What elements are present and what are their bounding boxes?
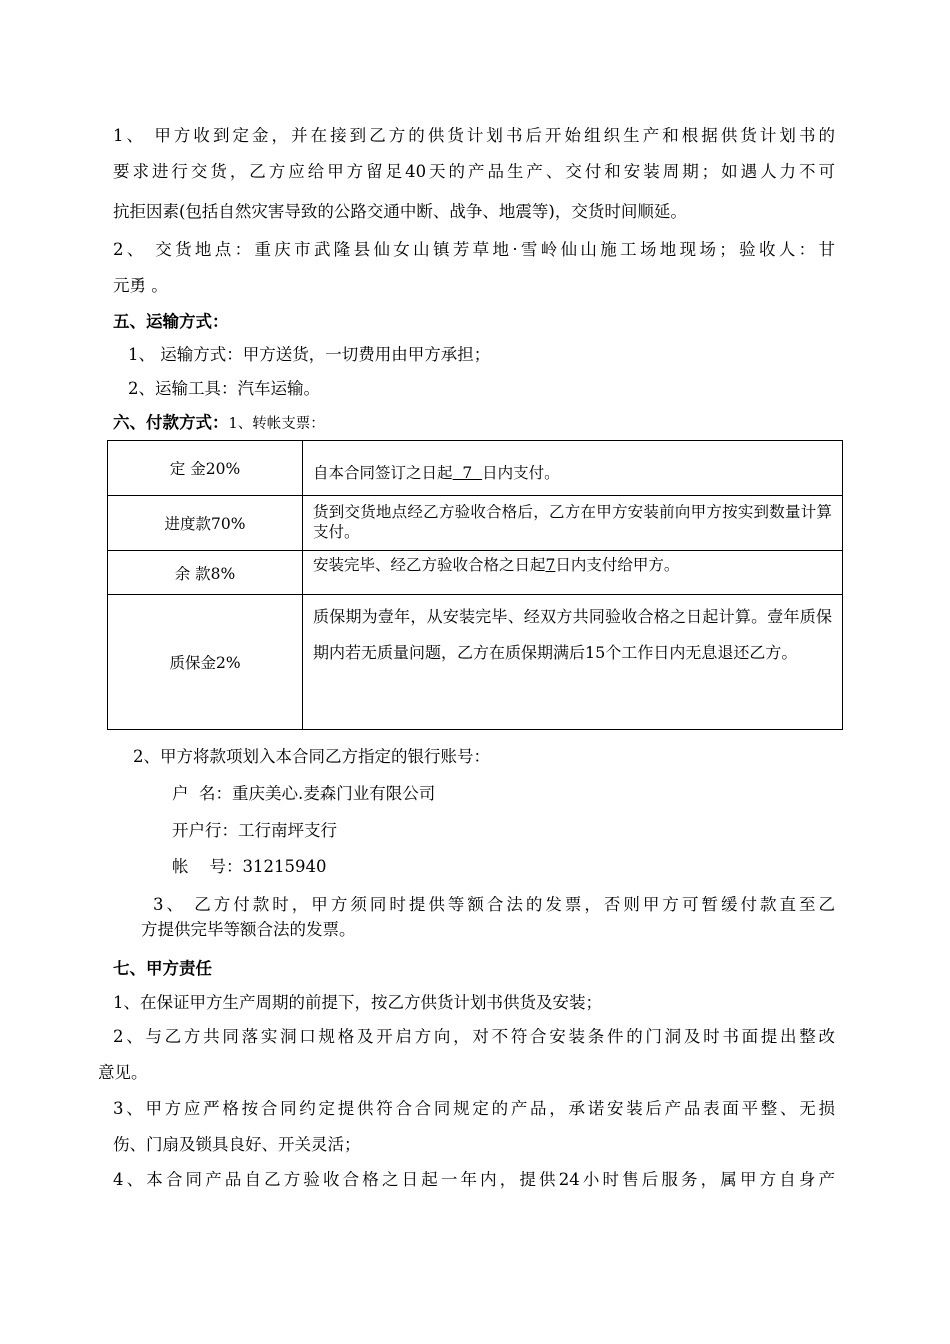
deposit-days: 7 [452,464,483,482]
progress-payment-label: 进度款70% [108,496,303,551]
deposit-text-b: 日内支付。 [482,464,560,482]
balance-text-b: 日内支付给甲方。 [555,556,680,574]
party-a-duties-heading: 七、甲方责任 [113,959,212,978]
deposit-label: 定 金20% [108,441,303,496]
account-name: 户 名：重庆美心.麦森门业有限公司 [172,784,436,803]
table-row [108,551,843,595]
table-row [108,496,843,551]
delivery-item-1-line-1: 1、 甲方收到定金，并在接到乙方的供货计划书后开始组织生产和根据供货计划书的 [113,126,835,145]
warranty-deposit-terms: 质保期为壹年，从安装完毕、经双方共同验收合格之日起计算。壹年质保期内若无质量问题，乙方在质保期满后15个工作日内无息退还乙方。 [303,595,843,730]
bank-branch: 开户行：工行南坪支行 [172,821,337,840]
delivery-item-1-line-3: 抗拒因素(包括自然灾害导致的公路交通中断、战争、地震等)，交货时间顺延。 [113,202,687,221]
payment-sub-heading: 1、转帐支票： [228,416,325,432]
duty-item-1: 1、在保证甲方生产周期的前提下，按乙方供货计划书供货及安装； [113,993,602,1012]
deposit-text-a: 自本合同签订之日起 [313,464,453,482]
delivery-item-1-line-2: 要求进行交货，乙方应给甲方留足40天的产品生产、交付和安装周期；如遇人力不可 [113,162,835,181]
balance-text-a: 安装完毕、经乙方验收合格之日起 [313,556,546,574]
duty-item-2-line-2: 意见。 [98,1063,148,1082]
progress-payment-terms: 货到交货地点经乙方验收合格后，乙方在甲方安装前向甲方按实到数量计算支付。 [303,496,843,551]
balance-label: 余 款8% [108,551,303,595]
duty-item-3-line-2: 伤、门扇及锁具良好、开关灵活； [113,1135,361,1154]
invoice-item-3-line-2: 方提供完毕等额合法的发票。 [141,920,356,939]
balance-days: 7 [545,556,556,574]
table-row [108,441,843,496]
bank-intro: 2、甲方将款项划入本合同乙方指定的银行账号： [133,747,490,766]
duty-item-4-line-1: 4、本合同产品自乙方验收合格之日起一年内，提供24小时售后服务，属甲方自身产 [113,1170,835,1189]
deposit-terms [303,441,843,496]
delivery-item-2-line-1: 2、 交货地点：重庆市武隆县仙女山镇芳草地·雪岭仙山施工场地现场；验收人：甘 [113,240,835,259]
duty-item-2-line-1: 2、与乙方共同落实洞口规格及开启方向，对不符合安装条件的门洞及时书面提出整改 [113,1027,835,1046]
transport-heading: 五、运输方式： [113,312,229,331]
delivery-item-2-line-2: 元勇 。 [113,276,168,295]
balance-terms [303,551,843,595]
invoice-item-3-line-1: 3、 乙方付款时，甲方须同时提供等额合法的发票，否则甲方可暂缓付款直至乙 [153,895,835,914]
duty-item-3-line-1: 3、甲方应严格按合同约定提供符合合同规定的产品，承诺安装后产品表面平整、无损 [113,1099,835,1118]
transport-item-2: 2、运输工具：汽车运输。 [128,379,320,398]
payment-table [107,440,843,730]
account-number: 帐 号：31215940 [172,857,327,876]
warranty-deposit-label: 质保金2% [108,595,303,730]
payment-heading: 六、付款方式： [113,413,229,432]
table-row [108,595,843,730]
transport-item-1: 1、 运输方式：甲方送货，一切费用由甲方承担； [128,345,491,364]
payment-heading-line [113,413,325,434]
